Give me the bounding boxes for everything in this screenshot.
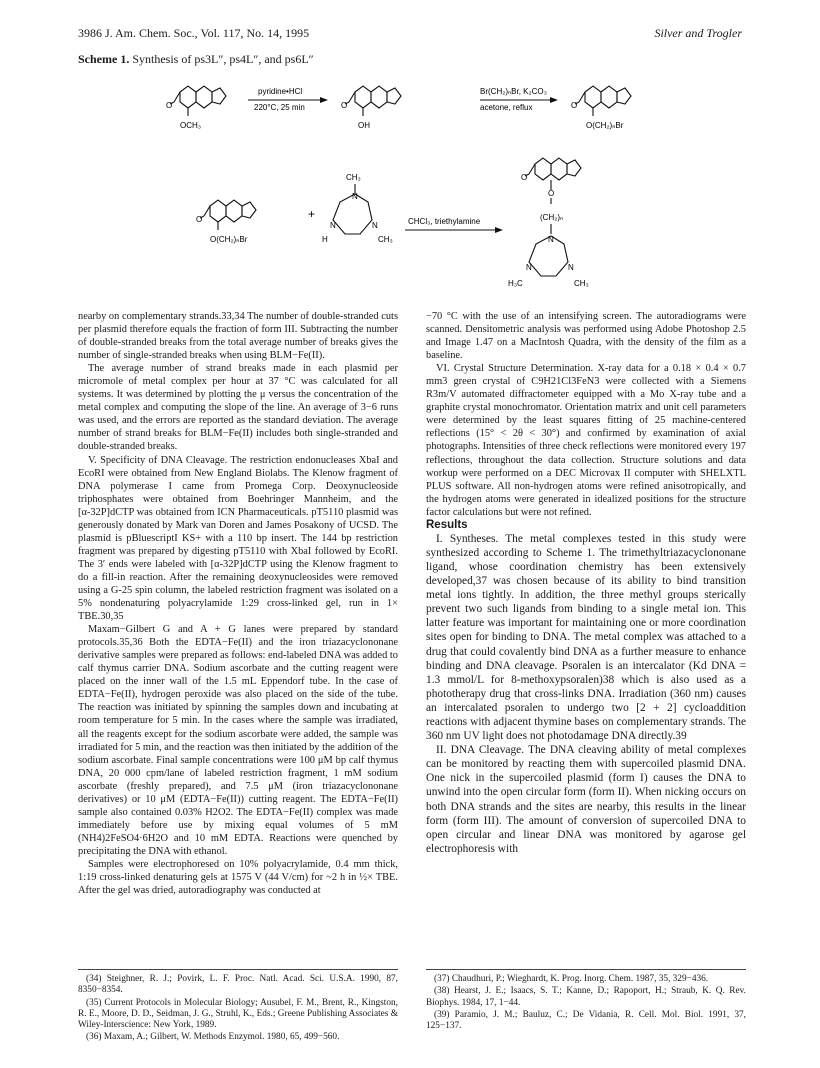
footnote-39: (39) Paramio, J. M.; Bauluz, C.; De Vidania, R. Cell. Mol. Biol. 1991, 37, 125−137. [426,1009,746,1032]
product-n-left: N [526,263,532,272]
bromoalkoxy-label: O(CH₂)ₙBr [586,121,624,130]
methoxypsoralen-structure [170,86,226,116]
results-heading: Results [426,518,468,531]
scheme-caption: Synthesis of ps3L″, ps4L″, and ps6L″ [129,52,314,66]
left-para-3: V. Specificity of DNA Cleavage. The restriction endonucleases XbaI and EcoRI were obtained from New England Biolabs. The Klenow fragment of DNA polymerase I came from Promega Corp. Deoxynucleoside triphosphates were obtained from Boehringer Mannheim, and the [α-32P]dCTP was obtained from ICN Pharmaceuticals. pT5110 plasmid was generously donated by Mark van Doren and James Posakony of UCSD. The plasmid is pBluescriptI KS+ with a 110 bp insert. The 144 bp restriction fragment was prepared by digesting pT5110 with XbaI followed by EcoRI. The 3′ ends were labeled with [α-32P]dCTP using the Klenow fragment to do a fill-in reaction. After the remaining deoxynucleosides were removed using a G-25 spin column, the labeled restriction fragment was isolated on a 5% nondenaturing polyacrylamide 1:29 cross-linked gel, run in 1× TBE.30,35 [78,454,398,623]
carbonyl-o-2: O [341,101,348,110]
reagent-1-line2: 220°C, 25 min [254,103,305,112]
left-para-5: Samples were electrophoresed on 10% polyacrylamide, 0.4 mm thick, 1:19 cross-linked denaturing gels at 1575 V (44 V/cm) for ~2 h in ½× TBE. After the gel was dried, autoradiography was conducted at [78,858,398,897]
results-para-1: I. Syntheses. The metal complexes tested in this study were synthesized according to Scheme 1. The trimethyltriazacyclononane ligand, whose coordination chemistry has been extensively developed,37 was chosen because of its ability to bind transition metal ions tightly. In addition, the three methyl groups sterically prevent two such ligands from binding to a single metal ion. This latter feature was important for maintaining one or more coordination sites open for binding to DNA. The metal complex was attached to a drug that could covalently bind DNA as a further measure to enhance binding and DNA cleavage. Psoralen is an intercalator (Kd DNA = 1.3 mmol/L for 8-methoxypsoralen)38 which is also used as a phototherapy drug that cross-links DNA. Irradiation (360 nm) causes an intercalated psoralen to undergo two [2 + 2] cycloaddition reactions with adjacent thymine bases on complementary strands. The 360 nm UV light does not photodamage DNA directly.39 [426,532,746,743]
authors-header: Silver and Trogler [654,26,742,40]
reagent-2-line2: acetone, reflux [480,103,533,112]
product-methyl-right: CH₃ [574,279,589,288]
right-column [426,310,746,856]
hydroxy-label: OH [358,121,370,130]
scheme-1-diagram [150,66,690,298]
carbonyl-o-1: O [166,101,173,110]
product-carbonyl-o: O [521,173,528,182]
product-methyl-left: H₃C [508,279,523,288]
left-para-2: The average number of strand breaks made in each plasmid per micromole of metal complex per hour at 37 °C was calculated for all systems. It was determined by plotting the μ versus the concentration of the metal complex and computing the slope of the line. An average of 3−6 runs was used, and the errors are reported as the standard deviation. The average number of strand breaks for BLM−Fe(II) includes both single-stranded and double-stranded breaks. [78,363,398,453]
footnote-38: (38) Hearst, J. E.; Isaacs, S. T.; Kanne, D.; Rapoport, H.; Straub, K. Q. Rev. Biophys. 1984, 17, 1−44. [426,986,746,1008]
tacn-n-top: N [352,192,358,201]
product-n-right: N [568,263,574,272]
product-n-top: N [548,235,554,244]
footnote-35: (35) Current Protocols in Molecular Biology; Ausubel, F. M., Brent, R., Kingston, R. E., Moore, D. D., Seidman, J. G., Struhl, K., Eds.; Greene Publishing Associates & Wiley-Interscience: New York, 1989. [78,997,398,1031]
right-para-2: VI. Crystal Structure Determination. X-ray data for a 0.18 × 0.4 × 0.7 mm3 green crystal of C9H21Cl3FeN3 were collected with a Siemens R3m/V automated diffractometer equipped with a Mo X-ray tube and a graphite crystal monochromator. Orientation matrix and unit cell parameters were determined by the least squares fitting of 25 machine-centered reflections (15° < 2θ < 30°) and confirmed by examination of axial photographs. Intensities of three check reflections were monitored every 197 reflections, throughout the data collection. Structure solutions and data workup were performed on a DEC Microvax II computer with SHELXTL PLUS software. All non-hydrogen atoms were refined anisotropically, and the hydrogen atoms were generated in idealized positions for the structure factor calculations but were not refined. [426,363,746,518]
right-para-1: −70 °C with the use of an intensifying screen. The autoradiograms were scanned. Densitometric analysis was performed using Adobe Photoshop 2.5 and Image 1.47 on a MacIntosh Quadra, with the density of the film as a baseline. [426,311,746,362]
hydroxypsoralen-structure [345,86,401,116]
running-header [78,26,742,42]
bromoalkoxypsoralen-reactant [200,200,256,230]
footnote-37: (37) Chaudhuri, P.; Wieghardt, K. Prog. Inorg. Chem. 1987, 35, 329−436. [434,974,709,984]
bromoalkoxypsoralen-structure [575,86,631,116]
left-column [78,310,398,897]
footnotes-right [426,974,746,1033]
reagent-2-line1: Br(CH₂)ₙBr, K₂CO₃ [480,87,547,96]
tacn-h-label: H [322,235,328,244]
carbonyl-o-3: O [571,101,578,110]
methoxy-label: OCH₃ [180,121,202,130]
plus-sign: + [308,207,316,221]
tacn-n-right: N [372,221,378,230]
tacn-methyl-right: CH₃ [378,235,393,244]
journal-citation: 3986 J. Am. Chem. Soc., Vol. 117, No. 14, 1995 [78,26,310,40]
product-chain-label: (CH₂)ₙ [540,213,564,222]
carbonyl-o-4: O [196,215,203,224]
reagent-3: CHCl₃, triethylamine [408,217,481,226]
footnote-rule-left [78,969,398,970]
footnote-36: (36) Maxam, A.; Gilbert, W. Methods Enzymol. 1980, 65, 499−560. [86,1032,340,1043]
product-tacn-ring [529,224,568,276]
footnote-34: (34) Steighner, R. J.; Povirk, L. F. Proc. Natl. Acad. Sci. U.S.A. 1990, 87, 8350−8354. [78,974,398,996]
scheme-title [78,52,314,67]
results-para-2: II. DNA Cleavage. The DNA cleaving ability of metal complexes can be monitored by reacting them with supercoiled plasmid DNA. One nick in the supercoiled plasmid (form I) causes the DNA to unwind into the open circular form (form II). When nicking occurs on both DNA strands and the sites are nearby, this results in the linear form (form III). The amount of conversion of supercoiled DNA to open circular and linear DNA was monitored by agarose gel electrophoresis with [426,744,746,855]
footnotes-left [78,974,398,1045]
left-para-4: Maxam−Gilbert G and A + G lanes were prepared by standard protocols.35,36 Both the EDTA−Fe(II) and the iron triazacyclononane derivative samples were prepared as follows: end-labeled DNA was added to calf thymus carrier DNA. Sodium ascorbate and the cutting reagent were placed on the inner wall of the 1.5 mL Eppendorf tube. In the case of EDTA−Fe(II), hydrogen peroxide was also placed on the side of the tube. The reaction was initiated by spinning the samples down and incubating at room temperature for 5 min. In the cases where the sample was irradiated, all the reagents except for the sodium ascorbate were added, the sample was irradiated for 5 min, and the reaction was then initiated by the addition of the sodium ascorbate. Final sample concentrations were 100 μM bp calf thymus DNA, 20 000 cpm/lane of labeled restriction fragment, 1 mM sodium ascorbate (freshly prepared), and 7.5 μM (iron triazacyclononane derivatives) or 10 μM (EDTA−Fe(II)) cutting reagent. The EDTA−Fe(II) sample also contained 0.03% H2O2. The EDTA−Fe(II) complex was made immediately before use by mixing equal volumes of 5 mM (NH4)2FeSO4·6H2O and 10 mM EDTA. Reactions were quenched by precipitating the DNA with ethanol. [78,624,398,857]
tacn-methyl-top: CH₃ [346,173,361,182]
product-ether-o: O [548,189,555,198]
footnote-rule-right [426,969,746,970]
tacn-n-left: N [330,221,336,230]
reagent-1-line1: pyridine•HCl [258,87,303,96]
bromoalkoxy-reactant-label: O(CH₂)ₙBr [210,235,248,244]
scheme-label: Scheme 1. [78,52,130,66]
left-para-1: nearby on complementary strands.33,34 The number of double-stranded cuts per plasmid therefore equals the fraction of form III. Subtracting the number of double-stranded breaks from the total average number of breaks gives the number of single-stranded breaks when using BLM−Fe(II). [78,311,398,362]
